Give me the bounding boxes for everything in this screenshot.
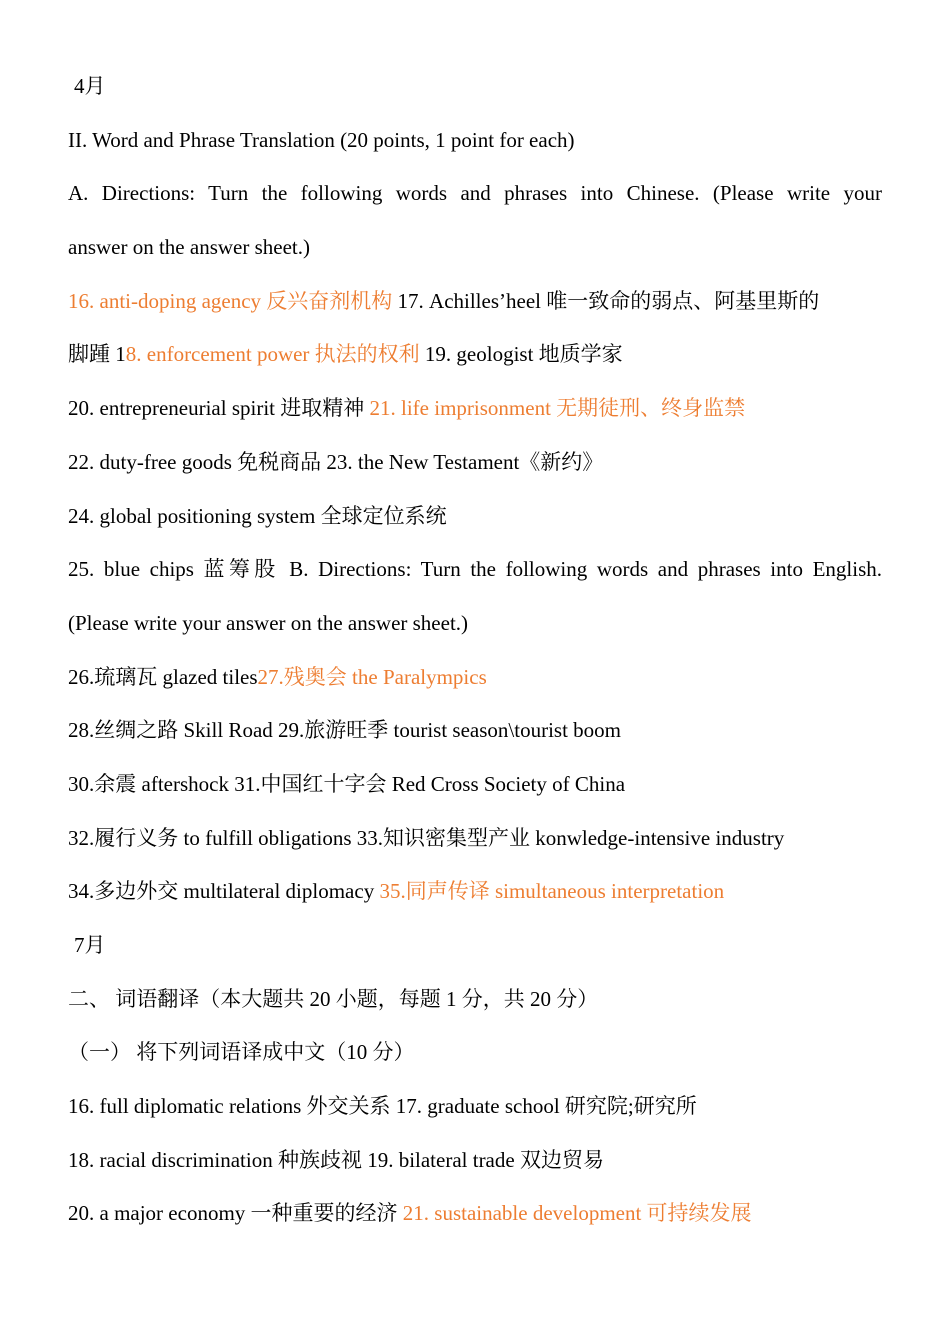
item-17-b: 脚踵 1	[68, 342, 126, 367]
document-page	[68, 60, 882, 1241]
item-24-line	[68, 490, 882, 544]
heading-april	[68, 60, 882, 114]
directions-a-line-2	[68, 221, 882, 275]
directions-a-text-1: A. Directions: Turn the following words and phrases into Chinese. (Please write your	[68, 181, 882, 206]
sub-title-july-text: （一） 将下列词语译成中文（10 分）	[68, 1040, 415, 1065]
items-17-18-19-line	[68, 328, 882, 382]
july-item-21-highlighted: 21. sustainable development 可持续发展	[402, 1201, 752, 1226]
item-19: 19. geologist 地质学家	[419, 342, 623, 367]
july-items-18-19-line	[68, 1134, 882, 1188]
part-title-july-text: 二、 词语翻译（本大题共 20 小题，每题 1 分，共 20 分）	[68, 986, 599, 1011]
item-34: 34.多边外交 multilateral diplomacy	[68, 879, 380, 904]
item-35-highlighted: 35.同声传译 simultaneous interpretation	[379, 879, 725, 904]
item-25-directions-b-line	[68, 543, 882, 597]
items-30-31-line	[68, 758, 882, 812]
directions-b-line-2	[68, 597, 882, 651]
item-18-highlighted: 8. enforcement power 执法的权利	[125, 342, 420, 367]
items-28-29: 28.丝绸之路 Skill Road 29.旅游旺季 tourist season\tourist boom	[68, 718, 622, 743]
items-22-23-line	[68, 436, 882, 490]
directions-a-text-2: answer on the answer sheet.)	[68, 235, 310, 260]
sub-title-july	[68, 1026, 882, 1080]
items-16-17-line	[68, 275, 882, 329]
items-32-33: 32.履行义务 to fulfill obligations 33.知识密集型产业 konwledge-intensive industry	[68, 825, 785, 850]
item-17-a: 17. Achilles’heel 唯一致命的弱点、阿基里斯的	[392, 288, 820, 313]
july-items-16-17-line	[68, 1080, 882, 1134]
heading-july-text: 7月	[74, 933, 106, 957]
items-32-33-line	[68, 812, 882, 866]
item-16-highlighted: 16. anti-doping agency 反兴奋剂机构	[68, 288, 393, 313]
items-28-29-line	[68, 704, 882, 758]
item-26: 26.琉璃瓦 glazed tiles	[68, 664, 258, 689]
july-items-16-17: 16. full diplomatic relations 外交关系 17. graduate school 研究院;研究所	[68, 1094, 697, 1119]
july-item-20: 20. a major economy 一种重要的经济	[68, 1201, 403, 1226]
directions-a-line-1	[68, 167, 882, 221]
item-24: 24. global positioning system 全球定位系统	[68, 503, 447, 528]
heading-april-text: 4月	[74, 74, 106, 98]
july-items-20-21-line	[68, 1187, 882, 1241]
item-20: 20. entrepreneurial spirit 进取精神	[68, 396, 370, 421]
july-items-18-19: 18. racial discrimination 种族歧视 19. bilateral trade 双边贸易	[68, 1147, 604, 1172]
items-26-27-line	[68, 651, 882, 705]
part-title-july	[68, 973, 882, 1027]
item-21-highlighted: 21. life imprisonment 无期徒刑、终身监禁	[369, 396, 746, 421]
heading-july	[68, 919, 882, 973]
items-34-35-line	[68, 865, 882, 919]
directions-b-text-2: (Please write your answer on the answer sheet.)	[68, 610, 469, 635]
items-20-21-line	[68, 382, 882, 436]
item-25-directions-b: 25. blue chips 蓝筹股 B. Directions: Turn the following words and phrases into English.	[68, 557, 882, 582]
items-22-23: 22. duty-free goods 免税商品 23. the New Testament《新约》	[68, 449, 604, 474]
item-27-highlighted: 27.残奥会 the Paralympics	[257, 664, 487, 689]
part-title-april-text: II. Word and Phrase Translation (20 points, 1 point for each)	[68, 127, 575, 152]
items-30-31: 30.余震 aftershock 31.中国红十字会 Red Cross Society of China	[68, 771, 626, 796]
part-title-april	[68, 114, 882, 168]
